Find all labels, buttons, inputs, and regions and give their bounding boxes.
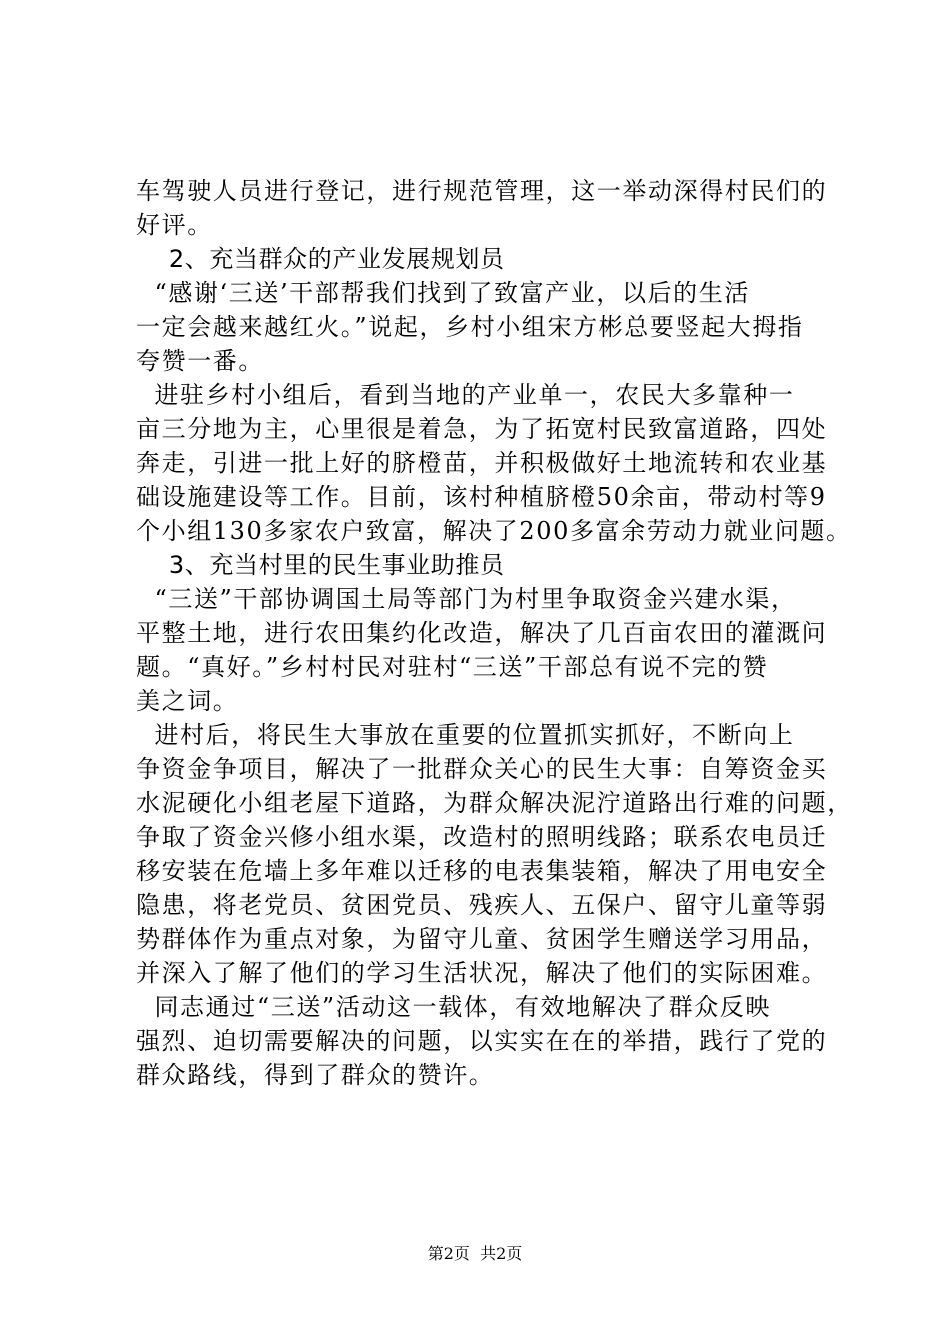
section-heading: 3、充当村里的民生事业助推员 <box>136 551 505 579</box>
text-line: 个小组130多家农户致富，解决了200多富余劳动力就业问题。 <box>136 517 852 545</box>
text-line: 好评。 <box>136 211 213 239</box>
text-line: 争资金争项目，解决了一批群众关心的民生大事：自筹资金买 <box>136 755 828 783</box>
text-line: 势群体作为重点对象，为留守儿童、贫困学生赠送学习用品， <box>136 925 828 953</box>
text-line: 移安装在危墙上多年难以迁移的电表集装箱，解决了用电安全 <box>136 857 828 885</box>
text-line: 进村后，将民生大事放在重要的位置抓实抓好，不断向上 <box>136 721 795 749</box>
text-line: 同志通过“三送”活动这一载体，有效地解决了群众反映 <box>136 993 771 1021</box>
text-line: 亩三分地为主，心里很是着急，为了拓宽村民致富道路，四处 <box>136 415 828 443</box>
text-line: 并深入了解了他们的学习生活状况，解决了他们的实际困难。 <box>136 959 828 987</box>
page-footer <box>0 1244 950 1264</box>
text-line: 群众路线，得到了群众的赞许。 <box>136 1061 495 1089</box>
text-line: “感谢‘三送’干部帮我们找到了致富产业，以后的生活 <box>136 279 750 307</box>
section-heading: 2、充当群众的产业发展规划员 <box>136 245 505 273</box>
text-line: “三送”干部协调国土局等部门为村里争取资金兴建水渠， <box>136 585 797 613</box>
page-number: 第2页 共2页 <box>427 1244 523 1263</box>
text-line: 夸赞一番。 <box>136 347 264 375</box>
text-line: 奔走，引进一批上好的脐橙苗，并积极做好土地流转和农业基 <box>136 449 828 477</box>
text-line: 水泥硬化小组老屋下道路，为群众解决泥泞道路出行难的问题， <box>136 789 853 817</box>
text-line: 进驻乡村小组后，看到当地的产业单一，农民大多靠种一 <box>136 381 795 409</box>
text-line: 车驾驶人员进行登记，进行规范管理，这一举动深得村民们的 <box>136 177 828 205</box>
text-line: 题。“真好。”乡村村民对驻村“三送”干部总有说不完的赞 <box>136 653 769 681</box>
text-line: 强烈、迫切需要解决的问题，以实实在在的举措，践行了党的 <box>136 1027 828 1055</box>
text-line: 争取了资金兴修小组水渠，改造村的照明线路；联系农电员迁 <box>136 823 828 851</box>
text-line: 美之词。 <box>136 687 239 715</box>
document-body <box>136 174 853 1092</box>
text-line: 础设施建设等工作。目前，该村种植脐橙50余亩，带动村等9 <box>136 483 827 511</box>
text-line: 一定会越来越红火。”说起，乡村小组宋方彬总要竖起大拇指 <box>136 313 804 341</box>
text-line: 平整土地，进行农田集约化改造，解决了几百亩农田的灌溉问 <box>136 619 828 647</box>
text-line: 隐患，将老党员、贫困党员、残疾人、五保户、留守儿童等弱 <box>136 891 828 919</box>
